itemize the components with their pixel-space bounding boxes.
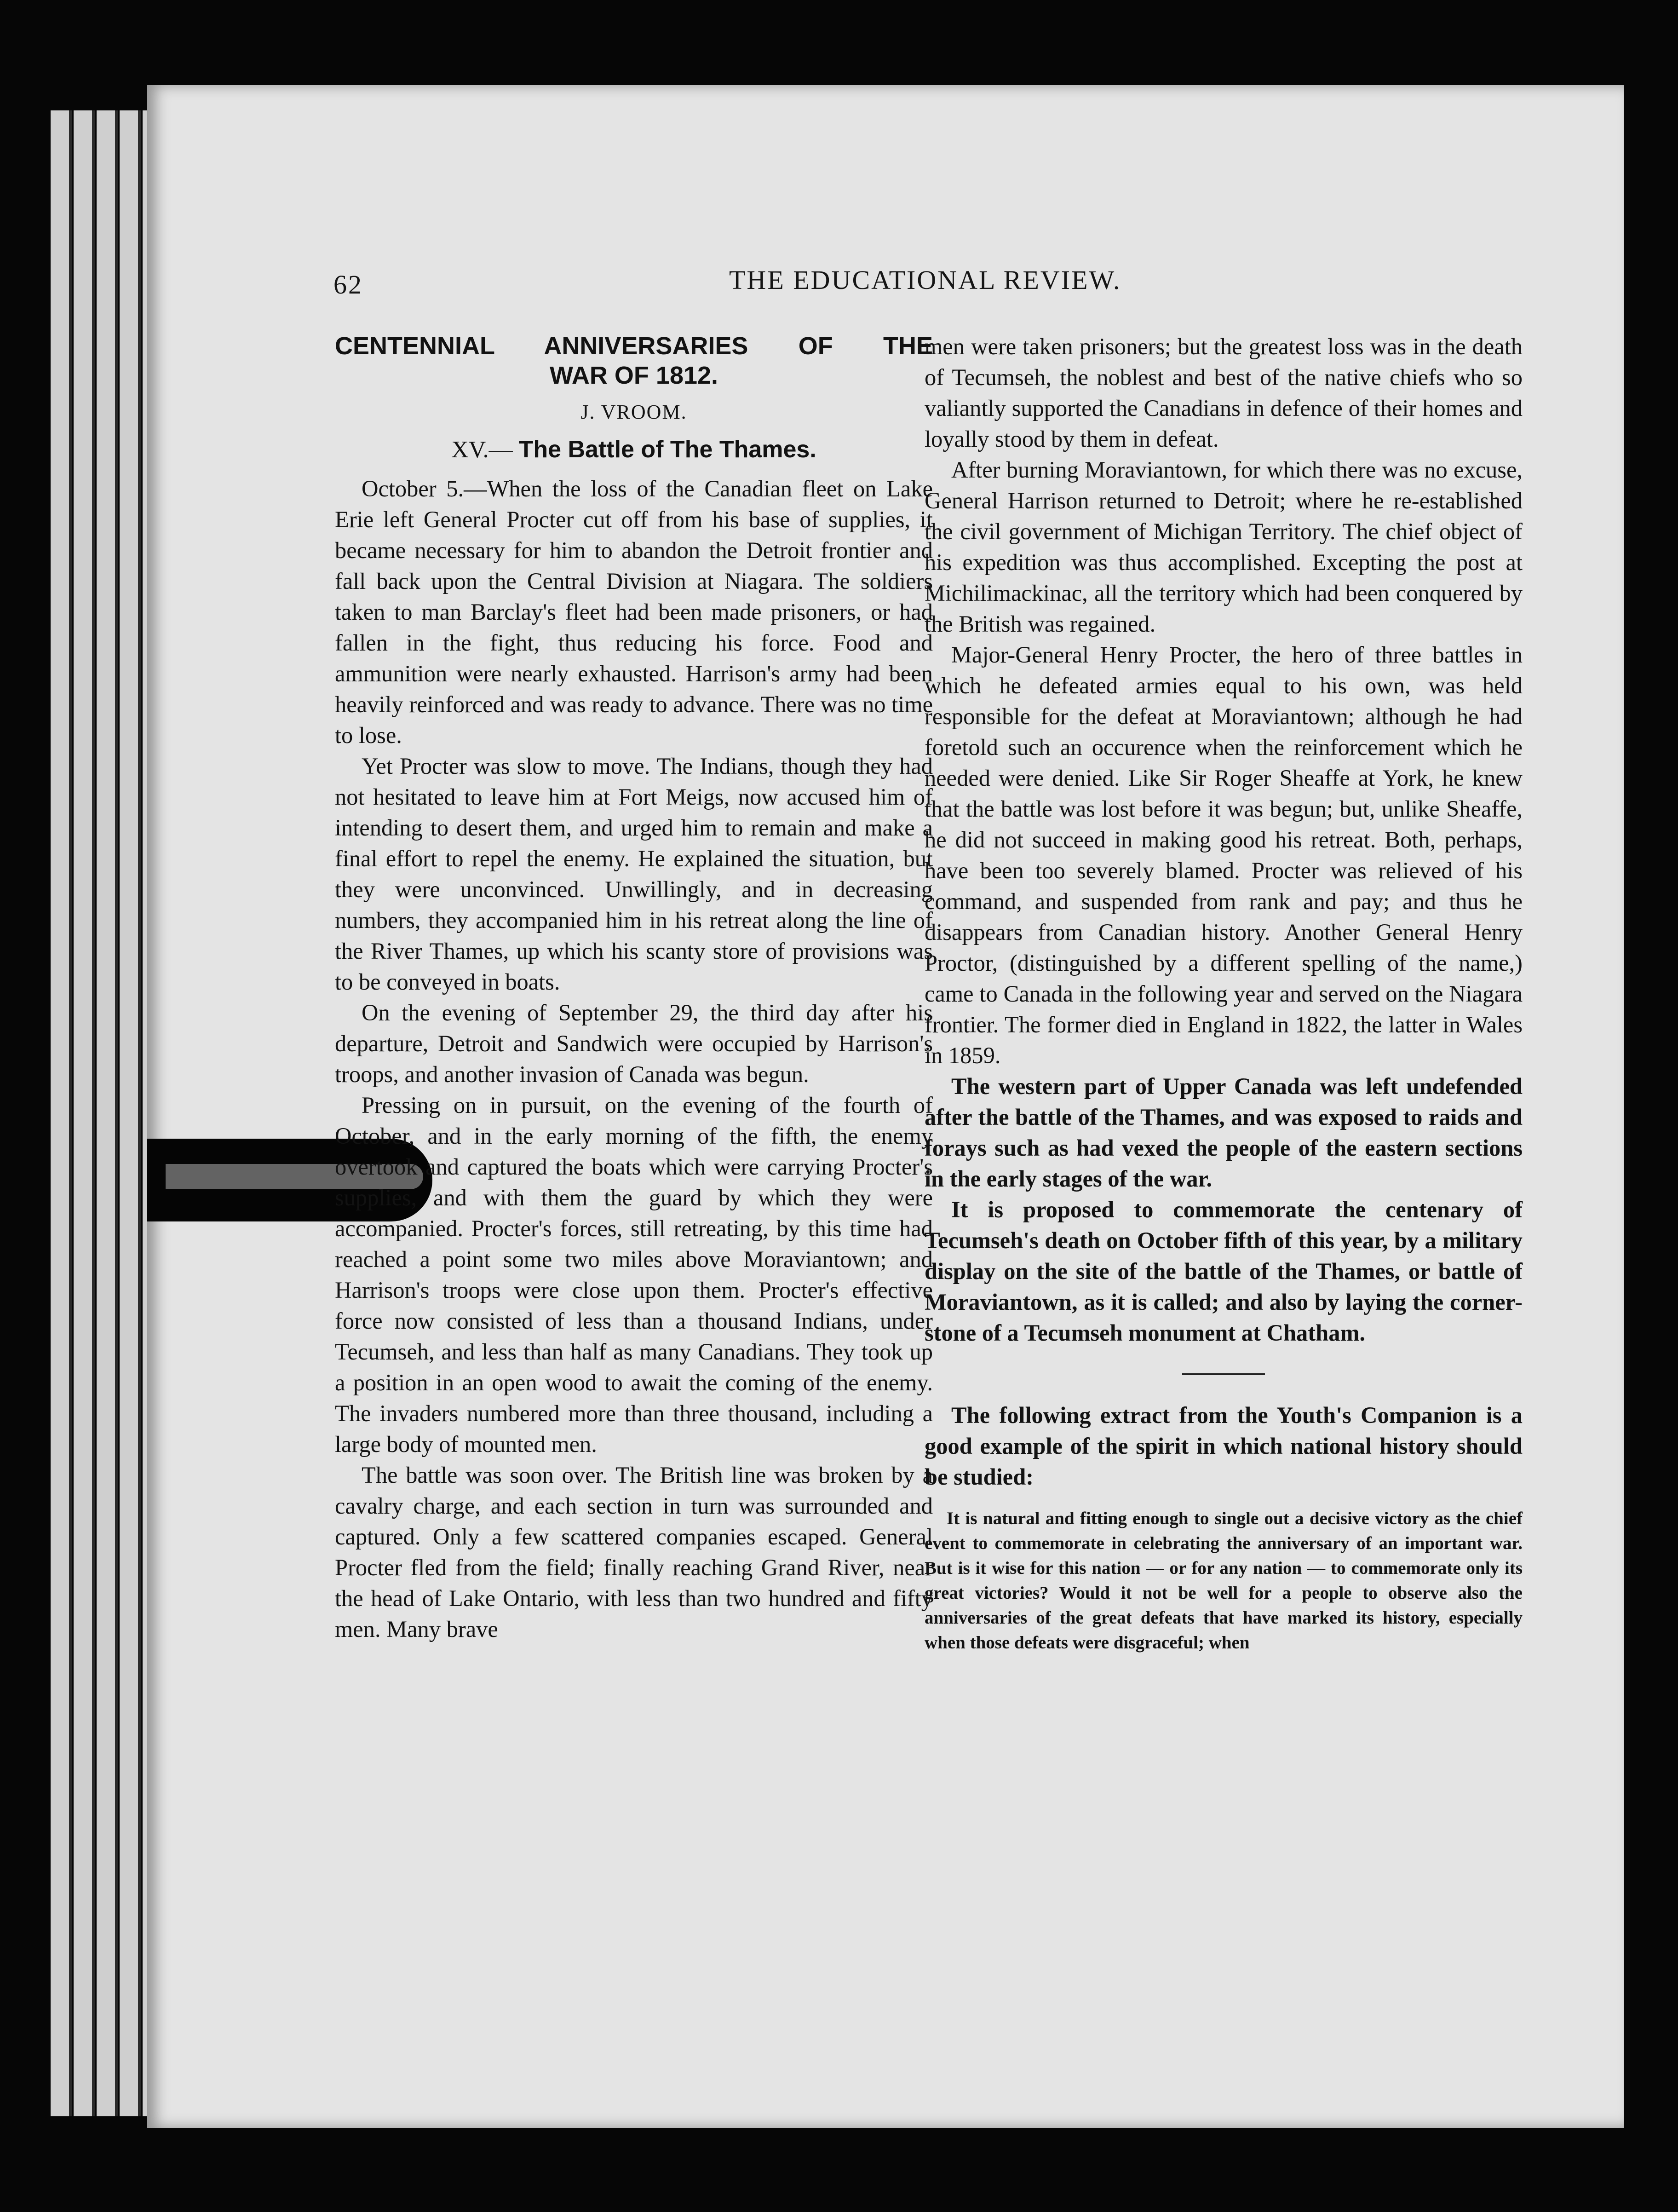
bottom-margin <box>147 2128 1624 2212</box>
extract-intro: The following extract from the Youth's Companion is a good example of the spirit in which national history should be studied: <box>925 1402 1523 1490</box>
paragraph: October 5.—When the loss of the Canadian fleet on Lake Erie left General Procter cut off from his base of supplies, it became necessary for him to abandon the Detroit frontier and fall back upon the Central Division at Niagara. The soldiers taken to man Barclay's fleet had been made prisoners, or had fallen in the fight, thus reducing his force. Food and ammunition were nearly exhausted. Harrison's army had been heavily reinforced and was ready to advance. There was no time to lose. <box>335 476 933 748</box>
page-number: 62 <box>333 270 363 300</box>
left-column <box>335 331 933 1645</box>
article-title-line2: WAR OF 1812. <box>549 362 718 389</box>
paragraph: On the evening of September 29, the third day after his departure, Detroit and Sandwich were occupied by Harrison's troops, and another invasion of Canada was begun. <box>335 1000 933 1087</box>
section-divider <box>1182 1373 1265 1375</box>
article-title-line1: CENTENNIAL ANNIVERSARIES OF THE <box>335 332 933 360</box>
page-edge <box>51 110 72 2116</box>
section-title: The Battle of The Thames. <box>518 436 816 463</box>
paragraph: Major-General Henry Procter, the hero of three battles in which he defeated armies equal to his own, was held responsible for the defeat at Moraviantown; although he had foretold such an occurence when the reinforcement which he needed were denied. Like Sir Roger Sheaffe at York, he knew that the battle was lost before it was begun; but, unlike Sheaffe, he did not succeed in making good his retreat. Both, perhaps, have been too severely blamed. Procter was relieved of his command, and suspended from rank and pay; and thus he disappears from Canadian history. Another General Henry Proctor, (distinguished by a different spelling of the name,) came to Canada in the following year and served on the Niagara frontier. The former died in England in 1822, the latter in Wales in 1859. <box>925 642 1523 1068</box>
journal-title: THE EDUCATIONAL REVIEW. <box>729 265 1121 295</box>
page-edge <box>120 110 141 2116</box>
right-column <box>925 331 1523 1655</box>
section-numeral: XV.— <box>451 437 513 463</box>
paragraph: The western part of Upper Canada was left undefended after the battle of the Thames, and was exposed to raids and forays such as had vexed the people of the eastern sections in the early stages of the war. <box>925 1073 1523 1192</box>
paragraph: men were taken prisoners; but the greatest loss was in the death of Tecumseh, the noblest and best of the native chiefs who so valiantly supported the Canadians in defence of their homes and loyally stood by them in defeat. <box>925 334 1523 452</box>
paragraph: The battle was soon over. The British line was broken by a cavalry charge, and each section in turn was surrounded and captured. Only a few scattered companies escaped. General Procter fled from the field; finally reaching Grand River, near the head of Lake Ontario, with less than two hundred and fifty men. Many brave <box>335 1462 933 1642</box>
paragraph: Yet Procter was slow to move. The Indians, though they had not hesitated to leave him at Fort Meigs, now accused him of intending to desert them, and urged him to remain and make a final effort to repel the enemy. He explained the situation, but they were unconvinced. Unwillingly, and in decreasing numbers, they accompanied him in his retreat along the line of the River Thames, up which his scanty store of provisions was to be conveyed in boats. <box>335 753 933 995</box>
extract-quote: It is natural and fitting enough to single out a decisive victory as the chief event to commemorate in celebrating the anniversary of an important war. But is it wise for this nation — or for any nation — to commemorate only its great victories? Would it not be well for a people to observe also the anniversaries of the great defeats that have marked its history, especially when those defeats were disgraceful; when <box>925 1509 1523 1653</box>
page-edge <box>74 110 95 2116</box>
page-edge <box>97 110 118 2116</box>
article-author: J. VROOM. <box>580 401 687 423</box>
section-heading <box>335 436 933 463</box>
page-header <box>333 265 1511 306</box>
paragraph: Pressing on in pursuit, on the evening of the fourth of October, and in the early morning of the fifth, the enemy overtook and captured the boats which were carrying Procter's supplies, and with them the guard by which they were accompanied. Procter's forces, still retreating, by this time had reached a point some two miles above Moraviantown; and Harrison's troops were close upon them. Procter's effective force now consisted of less than a thousand Indians, under Tecumseh, and less than half as many Canadians. They took up a position in an open wood to await the coming of the enemy. The invaders numbered more than three thousand, including a large body of mounted men. <box>335 1092 933 1457</box>
paragraph: After burning Moraviantown, for which there was no excuse, General Harrison returned to Detroit; where he re-established the civil government of Michigan Territory. The chief object of his expedition was thus accomplished. Excepting the post at Michilimackinac, all the territory which had been conquered by the British was regained. <box>925 457 1523 637</box>
paragraph: It is proposed to commemorate the centenary of Tecumseh's death on October fifth of this year, by a military display on the site of the battle of the Thames, or battle of Moraviantown, as it is called; and also by laying the corner-stone of a Tecumseh monument at Chatham. <box>925 1197 1523 1346</box>
